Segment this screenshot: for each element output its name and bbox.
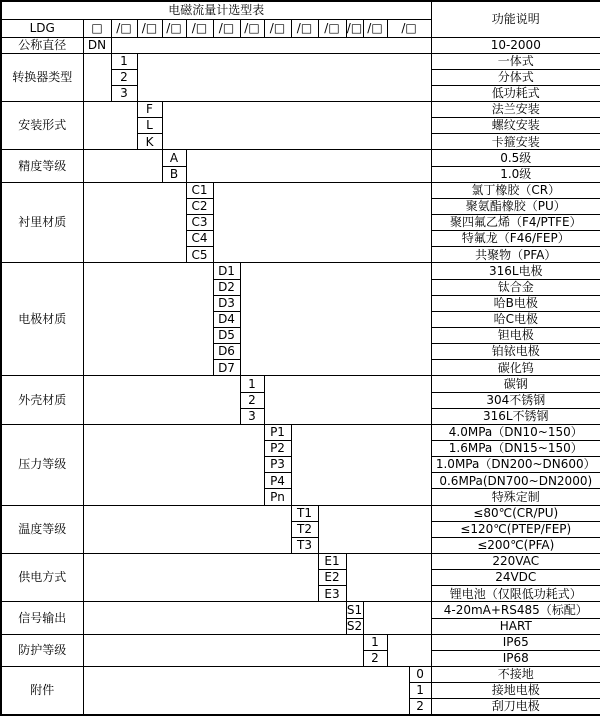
model-slot-cell: /□ (111, 19, 137, 37)
code-cell: E1 (318, 554, 346, 570)
filler-cell (83, 554, 318, 602)
desc-cell: 316L不锈钢 (431, 408, 600, 424)
desc-cell: 0.5级 (431, 150, 600, 166)
code-cell: P1 (264, 424, 291, 440)
desc-cell: 4.0MPa（DN10~150） (431, 424, 600, 440)
code-cell: D2 (213, 279, 240, 295)
code-cell: P3 (264, 457, 291, 473)
desc-cell: 碳化钨 (431, 360, 600, 376)
table-row (1, 376, 600, 392)
table-row (1, 505, 600, 521)
code-cell: 2 (363, 650, 387, 666)
filler-cell (83, 634, 363, 666)
desc-cell: ≤200℃(PFA) (431, 537, 600, 553)
code-cell: L (137, 118, 162, 134)
model-slot-cell: /□ (387, 19, 431, 37)
model-slot-cell: /□ (291, 19, 318, 37)
desc-cell: 316L电极 (431, 263, 600, 279)
desc-cell: 10-2000 (431, 37, 600, 53)
desc-cell: 卡箍安装 (431, 134, 600, 150)
table-row (1, 37, 600, 53)
title-row (1, 1, 600, 19)
code-cell: P2 (264, 441, 291, 457)
code-cell: S1 (346, 602, 363, 617)
desc-cell: 24VDC (431, 570, 600, 586)
filler-cell (346, 554, 431, 602)
desc-cell: 不接地 (431, 666, 600, 682)
desc-cell: 刮刀电极 (431, 699, 600, 715)
filler-cell (83, 376, 240, 424)
filler-cell (83, 505, 291, 553)
desc-cell: 4-20mA+RS485（标配） (431, 602, 600, 618)
desc-cell: 聚氨酯橡胶（PU） (431, 198, 600, 214)
code-cell: C5 (186, 247, 213, 263)
desc-cell: IP65 (431, 634, 600, 650)
table-row (1, 150, 600, 166)
desc-cell: HART (431, 618, 600, 634)
group-label: 电极材质 (1, 263, 83, 376)
table-row (1, 424, 600, 440)
code-cell: 1 (111, 53, 137, 69)
filler-cell (83, 150, 162, 182)
desc-cell: 法兰安装 (431, 102, 600, 118)
code-cell: C1 (186, 182, 213, 198)
group-label: 衬里材质 (1, 182, 83, 263)
code-cell: 3 (240, 408, 264, 424)
group-label: 温度等级 (1, 505, 83, 553)
group-label: 安装形式 (1, 102, 83, 150)
code-cell: A (162, 150, 186, 166)
function-column-header: 功能说明 (431, 1, 600, 37)
table-row (1, 53, 600, 69)
group-label: 压力等级 (1, 424, 83, 505)
desc-cell: ≤80℃(CR/PU) (431, 505, 600, 521)
code-cell: 2 (409, 699, 431, 715)
desc-cell: 共聚物（PFA） (431, 247, 600, 263)
filler-cell (387, 634, 431, 666)
table-row (1, 102, 600, 118)
desc-cell: 特殊定制 (431, 489, 600, 505)
desc-cell: 分体式 (431, 69, 600, 85)
code-cell: T2 (291, 521, 318, 537)
filler-cell (363, 602, 431, 634)
code-cell: 1 (240, 376, 264, 392)
table-row (1, 602, 600, 618)
filler-cell (162, 102, 431, 150)
code-cell: 2 (240, 392, 264, 408)
group-label: 公称直径 (1, 37, 83, 53)
filler-cell (240, 263, 431, 376)
filler-cell (83, 263, 213, 376)
desc-cell: 1.0级 (431, 166, 600, 182)
filler-cell (83, 666, 409, 714)
model-slot-cell: /□ (346, 19, 363, 37)
desc-cell: 0.6MPa(DN700~DN2000) (431, 473, 600, 489)
code-cell: Pn (264, 489, 291, 505)
filler-cell (264, 376, 431, 424)
code-cell: F (137, 102, 162, 118)
filler-cell (186, 150, 431, 182)
desc-cell: 哈B电极 (431, 295, 600, 311)
code-cell: 1 (363, 634, 387, 650)
desc-cell: 氯丁橡胶（CR） (431, 182, 600, 198)
group-label: 附件 (1, 666, 83, 714)
filler-cell (291, 424, 431, 505)
code-cell: D7 (213, 360, 240, 376)
desc-cell: 1.0MPa（DN200~DN600） (431, 457, 600, 473)
filler-cell (83, 182, 186, 263)
model-slot-cell: /□ (162, 19, 186, 37)
code-cell: DN (83, 37, 111, 53)
table-row (1, 634, 600, 650)
code-cell: C2 (186, 198, 213, 214)
model-slot-cell: /□ (213, 19, 240, 37)
group-label: 防护等级 (1, 634, 83, 666)
desc-cell: 接地电极 (431, 683, 600, 699)
code-cell: 1 (409, 683, 431, 699)
model-slot-cell: /□ (318, 19, 346, 37)
code-cell: K (137, 134, 162, 150)
group-label: 供电方式 (1, 554, 83, 602)
code-cell: B (162, 166, 186, 182)
desc-cell: 304不锈钢 (431, 392, 600, 408)
code-cell: D5 (213, 328, 240, 344)
group-label: 信号输出 (1, 602, 83, 634)
code-cell: S2 (346, 618, 363, 633)
code-cell: D6 (213, 344, 240, 360)
desc-cell: 一体式 (431, 53, 600, 69)
filler-cell (318, 505, 431, 553)
desc-cell: 聚四氟乙烯（F4/PTFE） (431, 215, 600, 231)
group-label: 转换器类型 (1, 53, 83, 101)
filler-cell (83, 424, 264, 505)
table-row (1, 554, 600, 570)
desc-cell: 哈C电极 (431, 311, 600, 327)
filler-cell (137, 53, 431, 101)
desc-cell: 碳钢 (431, 376, 600, 392)
code-cell: D4 (213, 311, 240, 327)
desc-cell: 铂铱电极 (431, 344, 600, 360)
filler-cell (83, 102, 137, 150)
code-cell: 0 (409, 666, 431, 682)
page-title: 电磁流量计选型表 (1, 1, 431, 19)
code-cell: T3 (291, 537, 318, 553)
filler-cell (213, 182, 431, 263)
code-cell: P4 (264, 473, 291, 489)
group-label: 外壳材质 (1, 376, 83, 424)
code-cell: 2 (111, 69, 137, 85)
code-cell: C4 (186, 231, 213, 247)
model-slot-cell: /□ (264, 19, 291, 37)
desc-cell: 锂电池（仅限低功耗式） (431, 586, 600, 602)
table-row (1, 263, 600, 279)
filler-cell (83, 602, 346, 634)
desc-cell: 螺纹安装 (431, 118, 600, 134)
model-slot-cell: /□ (363, 19, 387, 37)
filler-cell (111, 37, 431, 53)
desc-cell: ≤120℃(PTEP/FEP) (431, 521, 600, 537)
model-slot-cell: /□ (186, 19, 213, 37)
desc-cell: 钽电极 (431, 328, 600, 344)
code-cell: E3 (318, 586, 346, 602)
filler-cell (83, 53, 111, 101)
table-row (1, 182, 600, 198)
model-slot-cell: /□ (137, 19, 162, 37)
desc-cell: 特氟龙（F46/FEP） (431, 231, 600, 247)
code-cell: E2 (318, 570, 346, 586)
code-cell: C3 (186, 215, 213, 231)
desc-cell: 低功耗式 (431, 85, 600, 101)
desc-cell: 1.6MPa（DN15~150） (431, 441, 600, 457)
desc-cell: 220VAC (431, 554, 600, 570)
code-cell: D3 (213, 295, 240, 311)
code-cell: 3 (111, 85, 137, 101)
group-label: 精度等级 (1, 150, 83, 182)
model-box-cell: □ (83, 19, 111, 37)
desc-cell: 钛合金 (431, 279, 600, 295)
model-prefix: LDG (1, 19, 83, 37)
model-slot-cell: /□ (240, 19, 264, 37)
code-cell: T1 (291, 505, 318, 521)
table-row (1, 666, 600, 682)
desc-cell: IP68 (431, 650, 600, 666)
code-cell: D1 (213, 263, 240, 279)
